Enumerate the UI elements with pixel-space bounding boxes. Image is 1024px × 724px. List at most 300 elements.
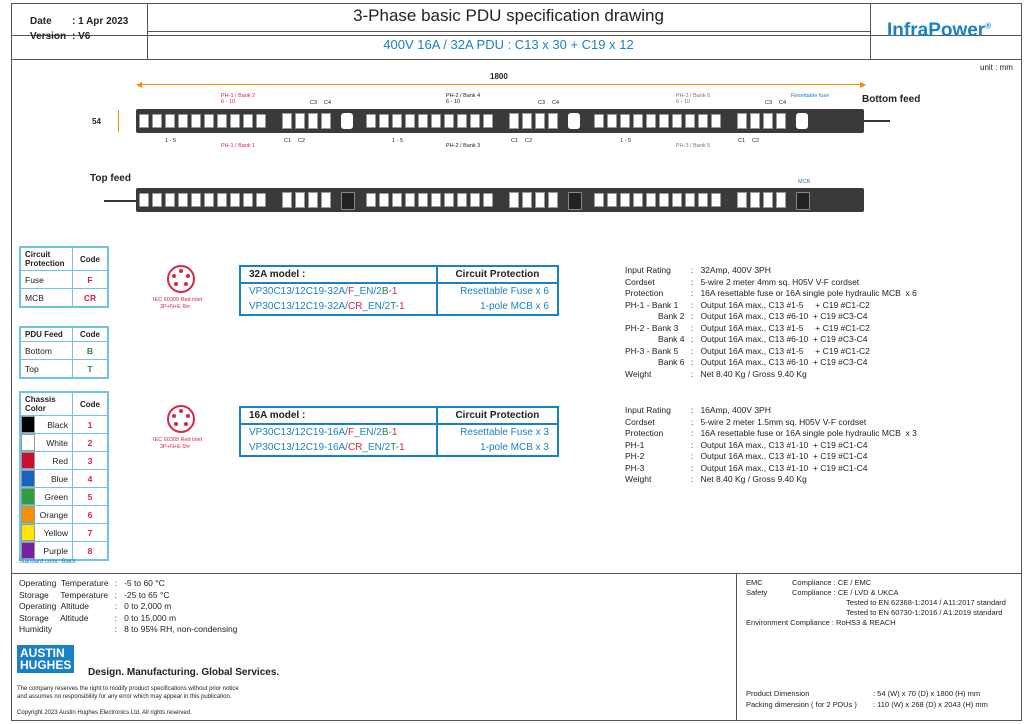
table-row bbox=[240, 440, 558, 456]
ph1-bank2-label: PH-1 / Bank 2 bbox=[221, 93, 256, 99]
model-16a-table bbox=[239, 406, 559, 457]
spec-key: Humidity bbox=[19, 624, 53, 634]
chassis-code-table bbox=[19, 391, 109, 561]
ph2-bank3-label: PH-2 / Bank 3 bbox=[446, 143, 481, 149]
pdu-bottom-feed-body bbox=[136, 109, 864, 133]
austin-hughes-logo bbox=[17, 645, 74, 673]
logo-line-1: AUSTIN bbox=[20, 646, 65, 660]
spec-key: PH-3 bbox=[625, 462, 645, 473]
c13-outlet bbox=[672, 114, 682, 128]
c13-outlet bbox=[191, 193, 201, 207]
c19-outlet bbox=[509, 192, 519, 208]
model-32a-protection-header: Circuit Protection bbox=[455, 269, 540, 280]
spec-key: Input Rating bbox=[625, 405, 671, 415]
spec-value: : 8 to 95% RH, non-condensing bbox=[114, 624, 238, 634]
table-row bbox=[20, 360, 108, 379]
version-label: Version bbox=[30, 31, 67, 42]
page-title: 3-Phase basic PDU specification drawing bbox=[353, 6, 664, 25]
chassis-color-label: Black bbox=[20, 416, 73, 434]
emc-label: EMC bbox=[746, 578, 763, 587]
c3-label-1: C3 bbox=[310, 100, 318, 106]
c13-outlet bbox=[633, 114, 643, 128]
model-code: VP30C13/12C19-32A/CR_EN/2T-1 bbox=[240, 299, 437, 315]
c13-outlet bbox=[256, 193, 266, 207]
spec-value: : Output 16A max., C13 #6-10 + C19 #C3-C4 bbox=[691, 311, 868, 321]
table-row bbox=[240, 424, 558, 440]
c13-outlet bbox=[594, 193, 604, 207]
spec-row bbox=[622, 463, 920, 475]
spec-value: : -5 to 60 °C bbox=[114, 578, 165, 588]
pdu-top-feed-body bbox=[136, 188, 864, 212]
c13-outlet bbox=[418, 114, 428, 128]
spec-value: : 5-wire 2 meter 4mm sq. H05V V-F cordset bbox=[691, 276, 860, 287]
c13-outlet bbox=[659, 193, 669, 207]
power-cord-bottom bbox=[864, 120, 890, 122]
c13-outlet bbox=[685, 193, 695, 207]
spec-key: Protection bbox=[625, 288, 664, 298]
table-row bbox=[20, 488, 108, 506]
spec-value: : Output 16A max., C13 #6-10 + C19 #C3-C4 bbox=[691, 357, 868, 367]
company-tagline: Design. Manufacturing. Global Services. bbox=[88, 667, 280, 678]
protection-value: Resettable Fuse x 3 bbox=[460, 427, 549, 438]
c13-outlet bbox=[191, 114, 201, 128]
c13-outlet bbox=[243, 114, 253, 128]
mcb-code: CR bbox=[73, 289, 109, 308]
spec-key: PH-1 bbox=[625, 439, 645, 450]
spec-value: : Output 16A max., C13 #6-10 + C19 #C3-C4 bbox=[691, 334, 868, 344]
bank1-range: 1 - 5 bbox=[165, 138, 177, 144]
safety-value: Compliance : CE / LVD & UKCA bbox=[792, 588, 899, 597]
fuse-icon bbox=[796, 113, 808, 129]
logo-power: Power bbox=[928, 20, 986, 41]
chassis-header: Chassis Color bbox=[20, 392, 73, 416]
spec-row bbox=[622, 428, 920, 440]
infrapower-logo bbox=[887, 20, 991, 42]
c4-label-3: C4 bbox=[779, 100, 787, 106]
model-code: VP30C13/12C19-16A/F_EN/2B-1 bbox=[240, 424, 437, 440]
c1-label-1: C1 bbox=[284, 138, 292, 144]
spec-row bbox=[622, 265, 920, 277]
c13-outlet bbox=[711, 193, 721, 207]
spec-value: : Net 8.40 Kg / Gross 9.40 Kg bbox=[691, 368, 807, 379]
chassis-code: 5 bbox=[73, 488, 109, 506]
title-divider bbox=[147, 31, 870, 32]
c13-outlet bbox=[470, 114, 480, 128]
spec-value: : Output 16A max., C13 #1-5 + C19 #C1-C2 bbox=[691, 299, 870, 310]
c3-label-2: C3 bbox=[538, 100, 546, 106]
c13-outlet bbox=[659, 114, 669, 128]
c19-outlet bbox=[295, 192, 305, 208]
table-row bbox=[20, 506, 108, 524]
environment-specs bbox=[16, 578, 240, 636]
ph3-bank6-label: PH-3 / Bank 6 bbox=[676, 93, 711, 99]
mcb-icon bbox=[341, 192, 355, 210]
chassis-code: 1 bbox=[73, 416, 109, 434]
inlet-label-1a: IEC 60309 Red inlet bbox=[153, 297, 203, 303]
feed-code-table bbox=[19, 326, 109, 379]
spec-key: Bank 6 bbox=[625, 357, 685, 367]
spec-value: : 0 to 15,000 m bbox=[114, 612, 177, 623]
c2-label-2: C2 bbox=[525, 138, 533, 144]
c13-outlet bbox=[646, 193, 656, 207]
fuse-code: F bbox=[73, 271, 109, 289]
color-swatch bbox=[21, 416, 35, 433]
arrow-right-icon: ▶ bbox=[860, 80, 867, 89]
c13-outlet bbox=[711, 114, 721, 128]
c1-label-2: C1 bbox=[511, 138, 519, 144]
ph1-bank2-range: 6 - 10 bbox=[221, 99, 236, 105]
fuse-icon bbox=[568, 113, 580, 129]
c19-outlet bbox=[282, 113, 292, 129]
c13-outlet bbox=[379, 193, 389, 207]
table-row bbox=[20, 542, 108, 561]
spec-key: Cordset bbox=[625, 276, 655, 287]
color-swatch bbox=[21, 524, 35, 541]
mcb-icon bbox=[796, 192, 810, 210]
bank3-range: 1 - 5 bbox=[392, 138, 404, 144]
protection-value: 1-pole MCB x 6 bbox=[480, 301, 549, 312]
iec-inlet-icon bbox=[165, 403, 197, 435]
model-code: VP30C13/12C19-16A/CR_EN/2T-1 bbox=[240, 440, 437, 456]
protection-value: 1-pole MCB x 3 bbox=[480, 442, 549, 453]
length-value: 1800 bbox=[490, 72, 508, 81]
footer-divider bbox=[736, 573, 737, 721]
c13-outlet bbox=[366, 193, 376, 207]
disclaimer-line-2: and assumes no responsibility for any error which may appear in this publication. bbox=[17, 694, 232, 700]
spec-32a bbox=[622, 265, 920, 380]
spec-value: : 0 to 2,000 m bbox=[114, 601, 172, 611]
spec-value: : Output 16A max., C13 #1-10 + C19 #C1-C4 bbox=[691, 439, 868, 450]
spec-value: : Output 16A max., C13 #1-5 + C19 #C1-C2 bbox=[691, 345, 870, 356]
spec-row bbox=[622, 405, 920, 417]
ph3-bank5-label: PH-3 / Bank 5 bbox=[676, 143, 711, 149]
chassis-color-label: Orange bbox=[20, 506, 73, 524]
compliance-block bbox=[746, 578, 1006, 628]
table-row bbox=[20, 416, 108, 434]
product-dimension-label: Product Dimension bbox=[746, 689, 810, 698]
chassis-code: 4 bbox=[73, 470, 109, 488]
chassis-color-label: White bbox=[20, 434, 73, 452]
c13-outlet bbox=[431, 193, 441, 207]
spec-key: PH-2 - Bank 3 bbox=[625, 322, 679, 333]
chassis-code: 7 bbox=[73, 524, 109, 542]
spec-key: Storage Altitude bbox=[19, 612, 89, 623]
inlet-label-2b: 3P+N+E 6hr bbox=[160, 444, 191, 450]
model-code: VP30C13/12C19-32A/F_EN/2B-1 bbox=[240, 283, 437, 299]
spec-key: Protection bbox=[625, 428, 664, 438]
chassis-code: 6 bbox=[73, 506, 109, 524]
spec-key: Operating Temperature bbox=[19, 578, 109, 588]
c13-outlet bbox=[204, 193, 214, 207]
c13-outlet bbox=[256, 114, 266, 128]
c19-outlet bbox=[321, 192, 331, 208]
top-feed-label: Top feed bbox=[90, 173, 131, 184]
c13-outlet bbox=[178, 114, 188, 128]
c13-outlet bbox=[470, 193, 480, 207]
fuse-icon bbox=[341, 113, 353, 129]
spec-value: : 16Amp, 400V 3PH bbox=[691, 405, 771, 415]
tested-standard-2: Tested to EN 60730-1:2016 / A1:2019 standard bbox=[846, 608, 1003, 617]
c13-outlet bbox=[405, 114, 415, 128]
ph3-bank6-range: 6 - 10 bbox=[676, 99, 691, 105]
spec-value: : Net 8.40 Kg / Gross 9.40 Kg bbox=[691, 474, 807, 484]
c13-outlet bbox=[366, 114, 376, 128]
c4-label-1: C4 bbox=[324, 100, 332, 106]
c19-outlet bbox=[750, 113, 760, 129]
c13-outlet bbox=[217, 114, 227, 128]
registered-icon: ® bbox=[985, 21, 992, 31]
c13-outlet bbox=[379, 114, 389, 128]
spec-key: Weight bbox=[625, 368, 652, 379]
table-row bbox=[20, 470, 108, 488]
bottom-code: B bbox=[73, 342, 109, 360]
spec-row bbox=[622, 334, 920, 346]
model-32a-table bbox=[239, 265, 559, 316]
spec-value: : 5-wire 2 meter 1.5mm sq. H05V V-F cordset bbox=[691, 416, 867, 427]
fuse-label: Fuse bbox=[20, 271, 73, 289]
spec-value: : 32Amp, 400V 3PH bbox=[691, 265, 771, 275]
date-value: : 1 Apr 2023 bbox=[72, 16, 129, 27]
bottom-label: Bottom bbox=[20, 342, 73, 360]
top-code: T bbox=[73, 360, 109, 379]
spec-row bbox=[622, 300, 920, 312]
spec-value: : 16A resettable fuse or 16A single pole hydraulic MCB x 3 bbox=[691, 428, 917, 438]
spec-row bbox=[622, 346, 920, 358]
top-label: Top bbox=[20, 360, 73, 379]
c13-outlet bbox=[646, 114, 656, 128]
header-col-divider-2 bbox=[870, 3, 871, 59]
spec-key: Weight bbox=[625, 474, 652, 484]
table-row bbox=[20, 271, 108, 289]
spec-row bbox=[622, 277, 920, 289]
table-row bbox=[20, 289, 108, 308]
spec-value: : Output 16A max., C13 #1-10 + C19 #C1-C4 bbox=[691, 462, 868, 473]
bank5-range: 1 - 5 bbox=[620, 138, 632, 144]
feed-header: PDU Feed bbox=[20, 327, 73, 342]
chassis-color-label: Blue bbox=[20, 470, 73, 488]
color-swatch bbox=[21, 506, 35, 523]
disclaimer-line-1: The company reserves the right to modify product specifications without prior notice bbox=[17, 686, 239, 692]
c3-label-3: C3 bbox=[765, 100, 773, 106]
c19-outlet bbox=[548, 192, 558, 208]
c13-outlet bbox=[392, 193, 402, 207]
chassis-code: 8 bbox=[73, 542, 109, 561]
c13-outlet bbox=[418, 193, 428, 207]
spec-row bbox=[16, 590, 240, 602]
c13-outlet bbox=[431, 114, 441, 128]
safety-label: Safety bbox=[746, 588, 768, 597]
power-cord-top bbox=[104, 200, 136, 202]
mcb-label: MCB bbox=[798, 179, 811, 185]
footer-top-line bbox=[11, 573, 1022, 574]
spec-row bbox=[622, 451, 920, 463]
dimensions-block bbox=[746, 688, 988, 710]
c4-label-2: C4 bbox=[552, 100, 560, 106]
resettable-fuse-label: Resettable fuse bbox=[791, 93, 830, 99]
mcb-icon bbox=[568, 192, 582, 210]
c13-outlet bbox=[165, 193, 175, 207]
table-row bbox=[20, 342, 108, 360]
chassis-color-label: Red bbox=[20, 452, 73, 470]
c13-outlet bbox=[607, 193, 617, 207]
c13-outlet bbox=[178, 193, 188, 207]
feed-code-header: Code bbox=[73, 327, 109, 342]
spec-value: : 16A resettable fuse or 16A single pole hydraulic MCB x 6 bbox=[691, 288, 917, 298]
circuit-code-header: Code bbox=[73, 247, 109, 271]
spec-16a bbox=[622, 405, 920, 486]
c13-outlet bbox=[152, 114, 162, 128]
bottom-feed-label: Bottom feed bbox=[862, 94, 921, 105]
c19-outlet bbox=[737, 113, 747, 129]
c13-outlet bbox=[139, 193, 149, 207]
table-row bbox=[240, 299, 558, 315]
c13-outlet bbox=[457, 114, 467, 128]
c13-outlet bbox=[594, 114, 604, 128]
c13-outlet bbox=[457, 193, 467, 207]
inlet-label-2a: IEC 60309 Red inlet bbox=[153, 437, 203, 443]
spec-key: Operating Altitude bbox=[19, 601, 89, 611]
spec-row bbox=[16, 613, 240, 625]
color-swatch bbox=[21, 488, 35, 505]
ph2-bank4-label: PH-2 / Bank 4 bbox=[446, 93, 481, 99]
chassis-color-label: Yellow bbox=[20, 524, 73, 542]
tested-standard-1: Tested to EN 62368-1:2014 / A11:2017 standard bbox=[846, 598, 1006, 607]
c19-outlet bbox=[321, 113, 331, 129]
length-dimension-line bbox=[138, 84, 864, 85]
color-swatch bbox=[21, 434, 35, 451]
circuit-header: Circuit Protection bbox=[20, 247, 73, 271]
spec-row bbox=[16, 601, 240, 613]
protection-value: Resettable Fuse x 6 bbox=[460, 286, 549, 297]
page-subtitle: 400V 16A / 32A PDU : C13 x 30 + C19 x 12 bbox=[383, 37, 634, 52]
spec-value: : -25 to 65 °C bbox=[114, 589, 170, 600]
c19-outlet bbox=[776, 113, 786, 129]
c19-outlet bbox=[776, 192, 786, 208]
spec-value: : Output 16A max., C13 #1-10 + C19 #C1-C4 bbox=[691, 451, 868, 461]
c13-outlet bbox=[165, 114, 175, 128]
c13-outlet bbox=[230, 193, 240, 207]
c13-outlet bbox=[204, 114, 214, 128]
spec-key: Cordset bbox=[625, 416, 655, 427]
model-16a-title: 16A model : bbox=[240, 407, 437, 424]
c13-outlet bbox=[483, 193, 493, 207]
spec-key: Input Rating bbox=[625, 265, 671, 275]
standard-color-note: Standard color: Black bbox=[19, 559, 77, 565]
c19-outlet bbox=[763, 113, 773, 129]
c19-outlet bbox=[763, 192, 773, 208]
spec-row bbox=[622, 311, 920, 323]
emc-value: Compliance : CE / EMC bbox=[792, 578, 872, 587]
c19-outlet bbox=[535, 113, 545, 129]
height-value: 54 bbox=[92, 117, 101, 126]
c13-outlet bbox=[230, 114, 240, 128]
model-32a-title: 32A model : bbox=[240, 266, 437, 283]
spec-row bbox=[622, 357, 920, 369]
height-dimension-line bbox=[118, 110, 119, 132]
c13-outlet bbox=[405, 193, 415, 207]
spec-key: PH-3 - Bank 5 bbox=[625, 345, 679, 356]
c2-label-1: C2 bbox=[298, 138, 306, 144]
spec-value: : Output 16A max., C13 #1-5 + C19 #C1-C2 bbox=[691, 322, 870, 333]
environment-compliance: Environment Compliance : RoHS3 & REACH bbox=[746, 618, 896, 627]
c19-outlet bbox=[548, 113, 558, 129]
table-row bbox=[20, 452, 108, 470]
ph1-bank1-label: PH-1 / Bank 1 bbox=[221, 143, 256, 149]
spec-row bbox=[622, 369, 920, 381]
c19-outlet bbox=[282, 192, 292, 208]
c13-outlet bbox=[698, 193, 708, 207]
c19-outlet bbox=[308, 113, 318, 129]
spec-row bbox=[16, 624, 240, 636]
c19-outlet bbox=[750, 192, 760, 208]
inlet-label-1b: 3P+N+E 6hr bbox=[160, 304, 191, 310]
table-row bbox=[240, 283, 558, 299]
spec-row bbox=[622, 323, 920, 335]
c19-outlet bbox=[535, 192, 545, 208]
c19-outlet bbox=[522, 113, 532, 129]
spec-key: Bank 4 bbox=[625, 334, 685, 344]
c13-outlet bbox=[444, 193, 454, 207]
spec-key: Storage Temperature bbox=[19, 589, 109, 600]
c13-outlet bbox=[392, 114, 402, 128]
product-dimension-value: : 54 (W) x 70 (D) x 1800 (H) mm bbox=[873, 689, 981, 698]
unit-label: unit : mm bbox=[980, 63, 1013, 72]
ph2-bank4-range: 6 - 10 bbox=[446, 99, 461, 105]
color-swatch bbox=[21, 470, 35, 487]
version-value: : V6 bbox=[72, 31, 91, 42]
date-label: Date bbox=[30, 16, 52, 27]
spec-row bbox=[622, 288, 920, 300]
chassis-code: 3 bbox=[73, 452, 109, 470]
color-swatch bbox=[21, 542, 35, 559]
c13-outlet bbox=[607, 114, 617, 128]
logo-infra: Infra bbox=[887, 20, 929, 41]
color-swatch bbox=[21, 452, 35, 469]
c19-outlet bbox=[737, 192, 747, 208]
spec-key: PH-1 - Bank 1 bbox=[625, 299, 679, 310]
circuit-code-table bbox=[19, 246, 109, 308]
iec-inlet-icon bbox=[165, 263, 197, 295]
packing-dimension-value: : 110 (W) x 268 (D) x 2043 (H) mm bbox=[873, 700, 988, 709]
spec-key: Bank 2 bbox=[625, 311, 685, 321]
c19-outlet bbox=[509, 113, 519, 129]
arrow-left-icon: ◀ bbox=[136, 80, 143, 89]
table-row bbox=[20, 524, 108, 542]
c19-outlet bbox=[295, 113, 305, 129]
c13-outlet bbox=[152, 193, 162, 207]
chassis-color-label: Green bbox=[20, 488, 73, 506]
c13-outlet bbox=[698, 114, 708, 128]
c19-outlet bbox=[308, 192, 318, 208]
c13-outlet bbox=[620, 193, 630, 207]
spec-row bbox=[16, 578, 240, 590]
c13-outlet bbox=[139, 114, 149, 128]
chassis-color-label: Purple bbox=[20, 542, 73, 561]
spec-row bbox=[622, 440, 920, 452]
c13-outlet bbox=[217, 193, 227, 207]
mcb-row-label: MCB bbox=[20, 289, 73, 308]
logo-line-2: HUGHES bbox=[20, 658, 72, 672]
c13-outlet bbox=[672, 193, 682, 207]
c2-label-3: C2 bbox=[752, 138, 760, 144]
model-16a-protection-header: Circuit Protection bbox=[455, 410, 540, 421]
c13-outlet bbox=[444, 114, 454, 128]
header-bottom-line bbox=[11, 59, 1022, 60]
c13-outlet bbox=[685, 114, 695, 128]
c13-outlet bbox=[243, 193, 253, 207]
packing-dimension-label: Packing dimension ( for 2 PDUs ) bbox=[746, 700, 857, 709]
c19-outlet bbox=[522, 192, 532, 208]
